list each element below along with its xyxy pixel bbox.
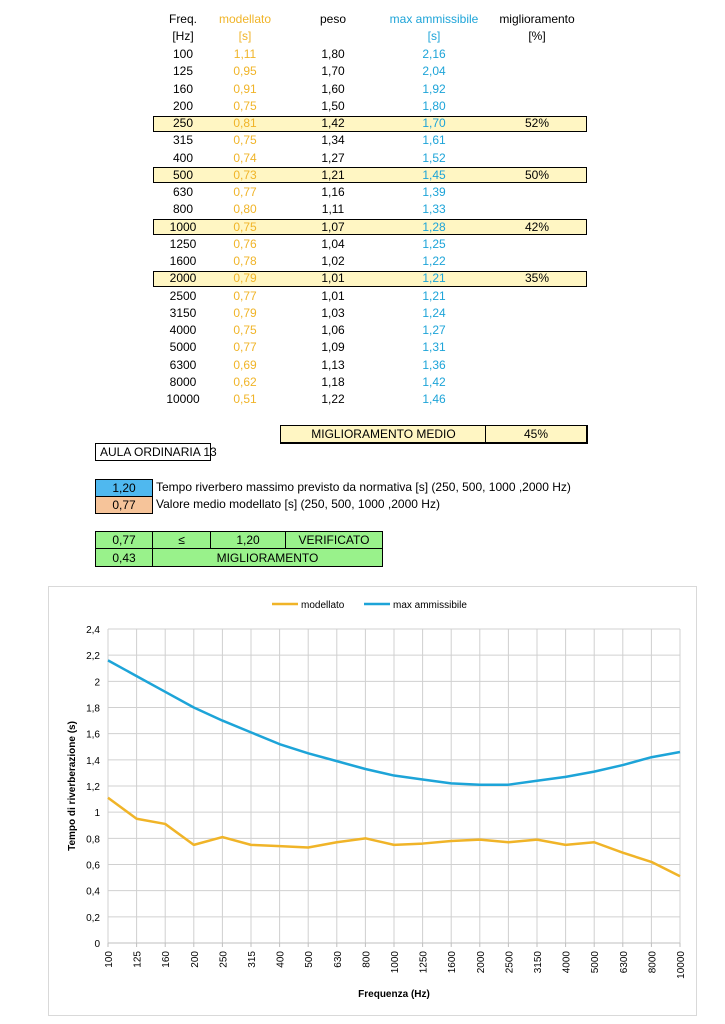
x-tick-label: 400	[275, 951, 287, 968]
cell-peso: 1,50	[321, 98, 345, 113]
cell-freq: 2500	[169, 288, 197, 303]
cell-freq: 10000	[166, 392, 200, 406]
y-tick-label: 1	[94, 808, 100, 820]
cell-peso: 1,18	[321, 374, 345, 389]
cell-max: 1,80	[422, 98, 446, 113]
cell-modellato: 0,76	[233, 236, 257, 251]
y-tick-label: 0,8	[86, 834, 100, 846]
cell-peso: 1,06	[321, 323, 345, 337]
cell-modellato: 0,73	[233, 167, 257, 182]
cell-peso: 1,07	[321, 219, 345, 234]
cell-freq: 2000	[169, 271, 197, 286]
header-miglioramento: miglioramento	[499, 12, 575, 26]
y-tick-label: 2,2	[86, 651, 100, 663]
cell-freq: 400	[172, 150, 194, 165]
summary-label: MIGLIORAMENTO MEDIO	[311, 427, 456, 441]
cell-miglioramento: 52%	[524, 116, 550, 130]
x-tick-label: 5000	[590, 951, 602, 974]
cell-max: 1,27	[422, 323, 446, 337]
cell-peso: 1,02	[321, 254, 345, 268]
cell-modellato: 0,69	[233, 357, 257, 372]
cell-peso: 1,16	[321, 185, 345, 199]
cell-modellato: 0,62	[233, 374, 257, 389]
x-tick-label: 1250	[418, 951, 430, 974]
cell-peso: 1,04	[321, 236, 345, 251]
cell-freq: 1250	[169, 236, 197, 251]
cell-peso: 1,42	[321, 116, 345, 130]
x-tick-label: 6300	[618, 951, 630, 974]
y-tick-label: 1,8	[86, 703, 100, 715]
x-tick-label: 100	[104, 951, 115, 968]
verify-right: 1,20	[236, 533, 260, 547]
cell-max: 1,61	[422, 133, 446, 148]
cell-miglioramento: 50%	[524, 167, 550, 182]
x-tick-label: 800	[361, 951, 373, 968]
header-freq-unit: [Hz]	[172, 29, 194, 43]
cell-modellato: 0,75	[233, 133, 257, 148]
cell-max: 1,21	[422, 271, 446, 286]
cell-peso: 1,03	[321, 305, 345, 320]
cell-modellato: 0,75	[233, 219, 257, 234]
header-modellato-unit: [s]	[238, 29, 252, 43]
cell-max: 1,36	[422, 357, 446, 372]
cell-modellato: 0,81	[233, 116, 257, 130]
cell-freq: 1600	[169, 254, 197, 268]
cell-freq: 500	[172, 167, 194, 182]
cell-freq: 3150	[169, 305, 197, 320]
y-tick-label: 1,4	[86, 755, 100, 767]
cell-peso: 1,34	[321, 133, 345, 148]
cell-freq: 250	[172, 116, 194, 130]
x-tick-label: 3150	[533, 951, 544, 974]
x-tick-label: 250	[218, 951, 230, 968]
cell-max: 1,33	[422, 202, 446, 217]
cell-max: 1,42	[422, 374, 446, 389]
cell-freq: 630	[172, 185, 194, 199]
cell-max: 1,21	[422, 288, 446, 303]
cell-max: 1,31	[422, 340, 446, 355]
max-value-box	[95, 479, 153, 497]
cell-modellato: 0,77	[233, 288, 257, 303]
cell-modellato: 0,74	[233, 150, 257, 165]
x-tick-label: 1600	[447, 951, 459, 974]
header-miglioramento-unit: [%]	[528, 29, 546, 43]
cell-modellato: 0,95	[233, 64, 257, 79]
x-tick-label: 315	[247, 951, 258, 968]
cell-modellato: 0,75	[233, 98, 257, 113]
cell-max: 1,45	[422, 167, 446, 182]
room-label: AULA ORDINARIA 13	[100, 445, 217, 459]
room-label-box	[95, 443, 217, 461]
cell-modellato: 0,79	[233, 305, 257, 320]
cell-miglioramento: 42%	[524, 219, 550, 234]
cell-modellato: 0,77	[233, 340, 257, 355]
cell-freq: 4000	[169, 323, 197, 337]
cell-peso: 1,70	[321, 64, 345, 79]
cell-freq: 160	[172, 81, 194, 96]
y-tick-label: 1,6	[86, 729, 100, 741]
y-tick-label: 0,6	[86, 860, 100, 872]
cell-modellato: 0,91	[233, 81, 257, 96]
verify-left-box	[95, 531, 153, 549]
cell-freq: 800	[172, 202, 194, 217]
cell-peso: 1,13	[321, 357, 345, 372]
verify-operator: ≤	[178, 533, 185, 547]
cell-freq: 100	[172, 47, 194, 61]
cell-modellato: 0,75	[233, 323, 257, 337]
cell-modellato: 0,77	[233, 185, 257, 199]
avg-value-box	[95, 496, 153, 514]
y-axis-label: Tempo di riverberazione (s)	[67, 721, 78, 851]
improvement-value: 0,43	[112, 550, 136, 565]
cell-peso: 1,80	[321, 47, 345, 61]
cell-peso: 1,01	[321, 288, 345, 303]
cell-peso: 1,01	[321, 271, 345, 286]
cell-peso: 1,09	[321, 340, 345, 355]
verify-left: 0,77	[112, 533, 136, 547]
avg-text: Valore medio modellato [s] (250, 500, 1000 ,2000 Hz)	[156, 497, 440, 511]
x-tick-label: 160	[161, 951, 173, 968]
x-tick-label: 8000	[647, 951, 659, 974]
cell-peso: 1,21	[321, 167, 345, 182]
cell-max: 1,24	[422, 305, 446, 320]
x-tick-label: 4000	[561, 951, 573, 974]
cell-freq: 315	[172, 133, 194, 148]
cell-peso: 1,60	[321, 81, 345, 96]
max-value: 1,20	[112, 481, 136, 495]
cell-freq: 1000	[169, 219, 197, 234]
cell-modellato: 0,51	[233, 392, 257, 406]
avg-value: 0,77	[112, 498, 136, 512]
max-text: Tempo riverbero massimo previsto da normativa [s] (250, 500, 1000 ,2000 Hz)	[156, 480, 571, 494]
verify-status: VERIFICATO	[298, 533, 370, 547]
cell-freq: 6300	[169, 357, 197, 372]
x-tick-label: 630	[332, 951, 344, 968]
cell-max: 1,25	[422, 236, 446, 251]
cell-max: 1,39	[422, 185, 446, 199]
header-max-unit: [s]	[427, 29, 441, 43]
y-tick-label: 1,2	[86, 782, 100, 793]
cell-max: 2,04	[422, 64, 446, 79]
cell-peso: 1,22	[321, 392, 345, 406]
improvement-label: MIGLIORAMENTO	[216, 550, 319, 565]
cell-modellato: 1,11	[233, 47, 257, 61]
y-tick-label: 0	[94, 939, 100, 950]
improvement-value-box	[95, 548, 153, 567]
header-modellato: modellato	[218, 12, 272, 26]
cell-freq: 200	[172, 98, 194, 113]
verify-operator-box	[152, 531, 211, 549]
x-axis-label: Frequenza (Hz)	[358, 989, 430, 1000]
cell-freq: 8000	[169, 374, 197, 389]
cell-max: 1,22	[422, 254, 446, 268]
cell-max: 2,16	[422, 47, 446, 61]
cell-max: 1,28	[422, 219, 446, 234]
summary-value: 45%	[523, 427, 549, 441]
cell-peso: 1,27	[321, 150, 345, 165]
y-tick-label: 2	[94, 677, 100, 689]
legend-label-modellato: modellato	[301, 600, 345, 611]
x-tick-label: 2500	[504, 951, 516, 974]
y-tick-label: 2,4	[86, 625, 100, 636]
legend-label-max-ammissibile: max ammissibile	[393, 600, 467, 611]
header-max: max ammissibile	[389, 12, 479, 26]
x-tick-label: 125	[132, 951, 144, 968]
x-tick-label: 1000	[390, 951, 401, 974]
cell-peso: 1,11	[321, 202, 345, 217]
cell-max: 1,92	[422, 81, 446, 96]
chart-frame	[48, 586, 697, 1016]
cell-max: 1,52	[422, 150, 446, 165]
x-tick-label: 200	[189, 951, 201, 968]
summary-label-box	[280, 425, 486, 444]
x-tick-label: 2000	[475, 951, 487, 974]
summary-value-box	[485, 425, 588, 444]
y-tick-label: 0,2	[86, 912, 100, 924]
header-peso: peso	[319, 12, 347, 26]
cell-max: 1,70	[422, 116, 446, 130]
x-tick-label: 10000	[676, 951, 687, 979]
cell-max: 1,46	[422, 392, 446, 406]
cell-modellato: 0,80	[233, 202, 257, 217]
cell-miglioramento: 35%	[524, 271, 550, 286]
cell-freq: 5000	[169, 340, 197, 355]
header-freq: Freq.	[168, 12, 197, 26]
cell-freq: 125	[172, 64, 194, 79]
verify-status-box	[285, 531, 383, 549]
verify-right-box	[210, 531, 286, 549]
cell-modellato: 0,79	[233, 271, 257, 286]
x-tick-label: 500	[304, 951, 316, 968]
improvement-label-box	[152, 548, 383, 567]
y-tick-label: 0,4	[86, 886, 100, 898]
cell-modellato: 0,78	[233, 254, 257, 268]
